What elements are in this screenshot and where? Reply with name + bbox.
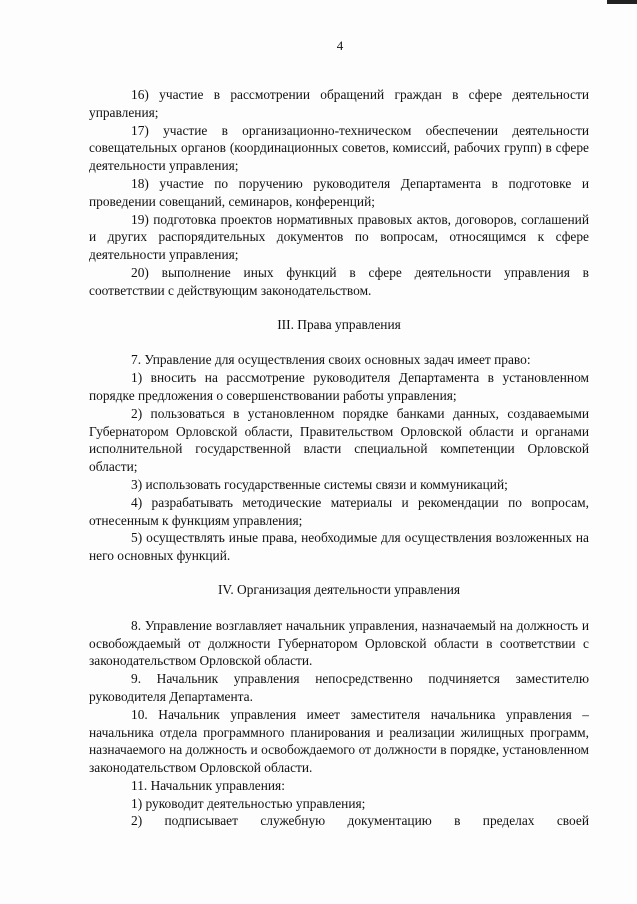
list-item-18: 18) участие по поручению руководителя Департамента в подготовке и проведении совещаний, семинаров, конференций; [89,175,589,209]
rights-item-1: 1) вносить на рассмотрение руководителя Департамента в установленном порядке предложения о совершенствовании работы управления; [89,370,589,403]
section-heading-rights: III. Права управления [277,316,401,332]
section-heading-organization: IV. Организация деятельности управления [217,581,461,597]
rights-item-5: 5) осуществлять иные права, необходимые для осуществления возложенных на него основных функций. [89,530,589,564]
rights-item-2: 2) пользоваться в установленном порядке банками данных, создаваемыми Губернатором Орловской области, Правительством Орловской области и органами исполнительной государственной власти специальной компетенции Орловской области; [89,405,589,475]
rights-item-4: 4) разрабатывать методические материалы и рекомендации по вопросам, отнесенным к функциям управления; [89,494,589,528]
list-item-16: 16) участие в рассмотрении обращений граждан в сфере деятельности управления; [89,87,589,120]
scan-corner-mark [607,0,637,4]
list-item-19: 19) подготовка проектов нормативных правовых актов, договоров, соглашений и других распорядительных документов по вопросам, относящимся к сфере деятельности управления; [89,211,589,263]
document-body [89,86,589,830]
duties-item-2: 2) подписывает служебную документацию в пределах своей [131,813,589,829]
page-number: 4 [336,38,344,53]
list-item-17: 17) участие в организационно-техническом обеспечении деятельности совещательных органов (координационных советов, комиссий, рабочих групп) в сфере деятельности управления; [89,122,589,174]
paragraph-7: 7. Управление для осуществления своих основных задач имеет право: [131,352,531,368]
rights-item-3: 3) использовать государственные системы связи и коммуникаций; [131,476,508,492]
paragraph-10: 10. Начальник управления имеет заместителя начальника управления – начальника отдела программного планирования и реализации жилищных программ, назначаемого на должность и освобождаемого от должности в порядке, установленном законодательством Орловской области. [89,706,589,776]
paragraph-9: 9. Начальник управления непосредственно подчиняется заместителю руководителя Департамента. [89,671,589,704]
list-item-20: 20) выполнение иных функций в сфере деятельности управления в соответствии с действующим законодательством. [89,264,589,298]
paragraph-11: 11. Начальник управления: [131,777,285,793]
paragraph-8: 8. Управление возглавляет начальник управления, назначаемый на должность и освобождаемый от должности Губернатором Орловской области в соответствии с законодательством Орловской области. [89,617,589,669]
duties-item-1: 1) руководит деятельностью управления; [131,795,366,811]
